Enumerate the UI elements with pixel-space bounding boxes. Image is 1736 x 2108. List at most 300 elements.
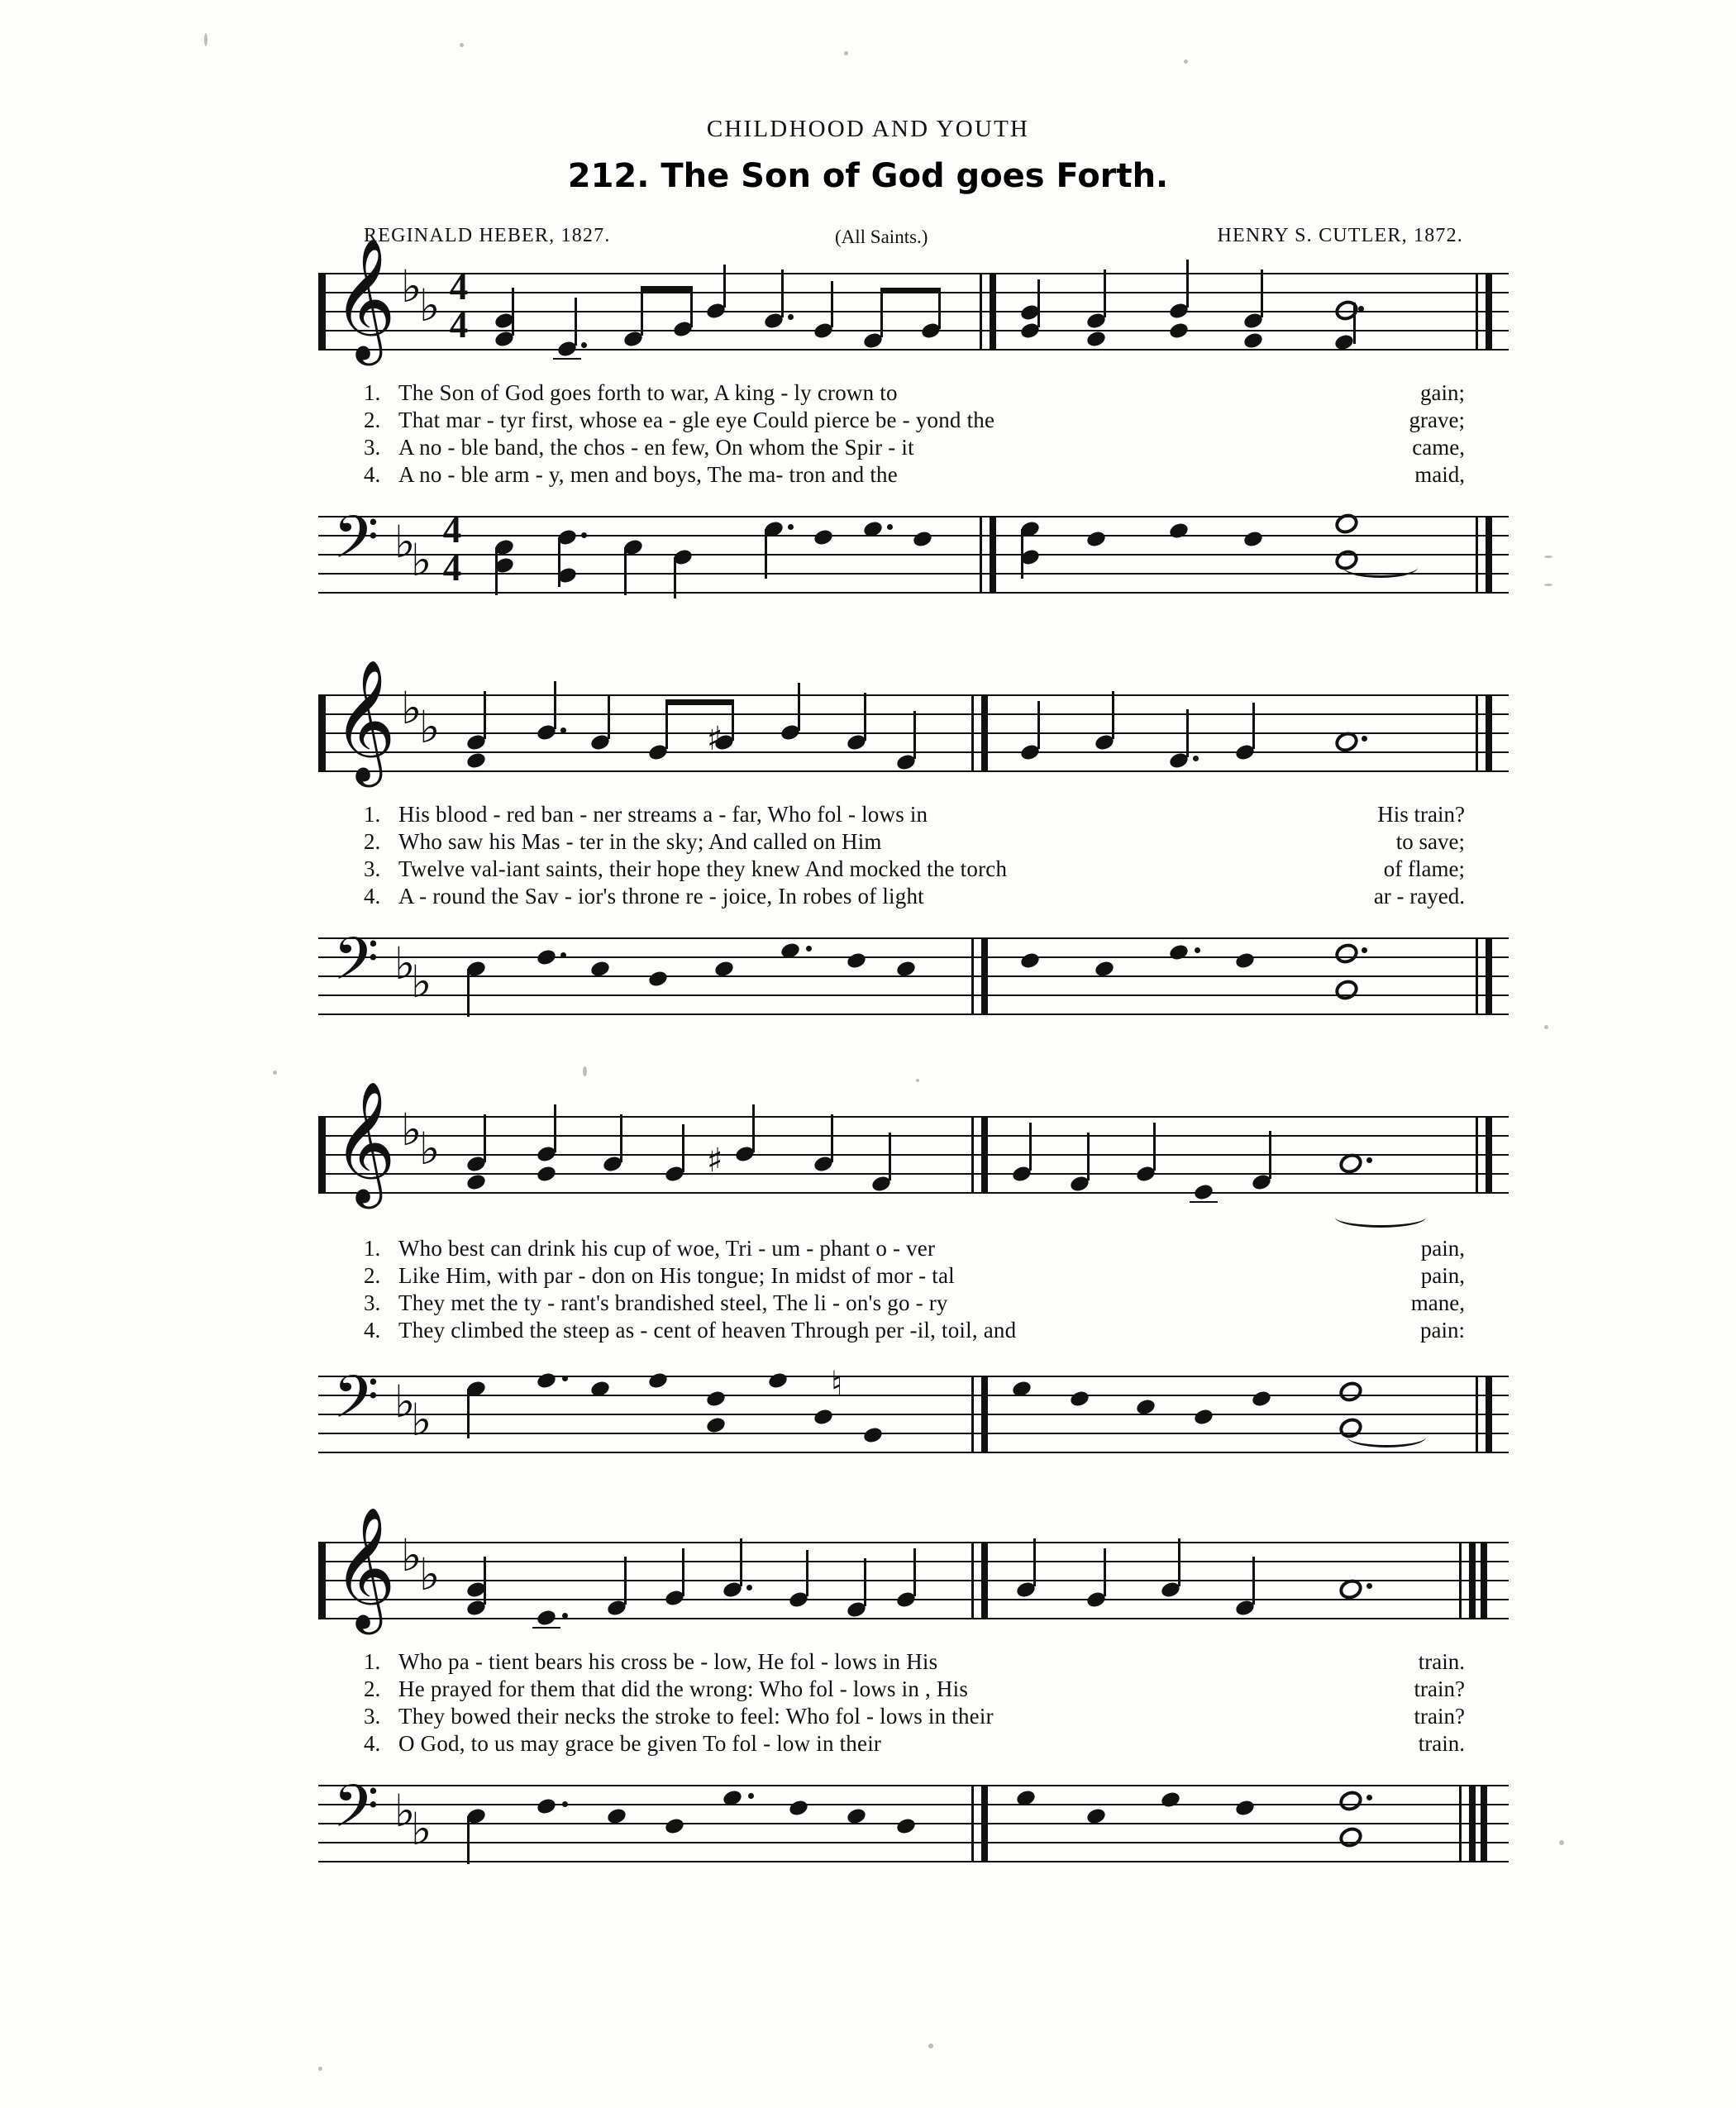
note-stem	[913, 1548, 916, 1596]
note-head	[1168, 521, 1190, 540]
note-head	[846, 951, 867, 970]
beam	[665, 699, 732, 705]
bass-staff-4	[318, 1772, 1509, 1874]
verse-number: 4.	[364, 462, 381, 487]
note-stem	[1104, 269, 1106, 317]
note-stem	[1186, 260, 1189, 308]
lyric-line	[364, 1236, 1480, 1263]
note-stem	[467, 969, 470, 1017]
flat-icon: ♭	[411, 1394, 432, 1446]
treble-clef-icon: 𝄞	[333, 1080, 396, 1204]
verse-text: O God, to us may grace be given To fol - low in their	[398, 1731, 882, 1756]
staff-line	[318, 1804, 1509, 1805]
augmentation-dot	[562, 1376, 568, 1381]
note-stem	[1112, 691, 1114, 739]
staff-line	[318, 1395, 1509, 1396]
staff-line	[318, 1861, 1509, 1862]
staff-line	[318, 349, 1509, 351]
verse-number: 4.	[364, 884, 381, 909]
treble-staff-4	[318, 1506, 1509, 1631]
verse-number: 3.	[364, 1704, 381, 1729]
note-head	[912, 529, 933, 548]
note-head	[1019, 951, 1041, 970]
staff-line	[318, 1116, 1509, 1118]
final-barline	[1481, 1542, 1487, 1619]
note-stem	[740, 1538, 742, 1586]
treble-clef-icon: 𝄞	[333, 659, 396, 782]
note-head	[1168, 321, 1190, 340]
barline	[971, 1376, 974, 1453]
verse-tail: His train?	[1377, 802, 1465, 827]
barline	[1476, 1376, 1478, 1453]
barline	[1486, 937, 1492, 1015]
augmentation-dot	[581, 342, 587, 348]
scan-speck	[928, 2044, 933, 2048]
lyric-line	[364, 1318, 1480, 1345]
note-head	[1160, 1790, 1181, 1809]
verse-number: 4.	[364, 1318, 381, 1343]
flat-icon: ♭	[411, 534, 432, 586]
staff-line	[318, 994, 1509, 996]
bass-clef-icon: 𝄢	[333, 1363, 379, 1446]
augmentation-dot	[581, 532, 587, 538]
note-head	[1251, 1389, 1272, 1408]
note-head	[813, 1407, 834, 1426]
note-stem	[641, 288, 643, 336]
augmentation-dot	[806, 946, 812, 951]
ledger-line	[1190, 1201, 1218, 1203]
lyrics-system-3	[364, 1236, 1480, 1345]
staff-line	[318, 1842, 1509, 1843]
note-stem	[1269, 1131, 1271, 1179]
staff-line	[318, 311, 1509, 312]
barline	[981, 1116, 988, 1194]
music-system-3	[318, 1080, 1509, 1465]
barline	[971, 1116, 974, 1194]
note-stem	[620, 1114, 622, 1162]
note-head	[1234, 951, 1256, 970]
verse-tail: of flame;	[1383, 856, 1465, 881]
barline	[980, 273, 982, 351]
barline	[1486, 1376, 1492, 1453]
verse-text: Twelve val-iant saints, their hope they knew And mocked the torch	[398, 856, 1008, 881]
note-head	[1069, 1389, 1090, 1408]
scan-speck	[844, 51, 848, 55]
note-stem	[1033, 1538, 1036, 1586]
note-stem	[880, 289, 883, 337]
note-head-open	[1337, 1379, 1366, 1405]
note-stem	[1104, 1548, 1106, 1596]
note-head-open	[1333, 298, 1362, 324]
verse-tail: gain;	[1420, 380, 1465, 405]
note-head	[465, 1172, 487, 1191]
lyric-line	[364, 380, 1480, 408]
verse-number: 2.	[364, 1263, 381, 1288]
note-stem	[624, 1557, 627, 1605]
note-head	[1085, 529, 1107, 548]
treble-staff-2	[318, 659, 1509, 784]
staff-line	[318, 1542, 1509, 1543]
lyrics-system-4	[364, 1649, 1480, 1758]
note-head	[664, 1816, 685, 1835]
verse-number: 1.	[364, 380, 381, 405]
note-head-open	[1337, 1824, 1366, 1851]
note-head	[536, 1371, 557, 1390]
barline	[971, 694, 974, 772]
verse-text: The Son of God goes forth to war, A king - ly crown to	[398, 380, 898, 405]
note-head-open	[1333, 941, 1362, 967]
staff-line	[318, 1154, 1509, 1156]
slur	[1343, 557, 1418, 578]
note-stem	[467, 1816, 470, 1864]
staff-line	[318, 1452, 1509, 1453]
flat-icon: ♭	[419, 701, 441, 753]
lyric-line	[364, 435, 1480, 462]
flat-icon: ♭	[401, 682, 422, 734]
augmentation-dot	[1366, 1583, 1372, 1589]
lyric-line	[364, 1263, 1480, 1290]
note-stem	[1037, 279, 1040, 327]
barline	[1459, 1542, 1462, 1619]
note-head	[1242, 331, 1264, 350]
note-head	[813, 527, 834, 546]
staff-line	[318, 770, 1509, 772]
note-head-open	[1333, 977, 1362, 1004]
note-stem	[1186, 709, 1189, 757]
note-head	[1168, 942, 1190, 961]
barline	[981, 1376, 988, 1453]
beam	[880, 288, 938, 293]
lyric-line	[364, 408, 1480, 435]
verse-text: That mar - tyr first, whose ea - gle eye Could pierce be - yond the	[398, 408, 995, 432]
note-head	[1193, 1182, 1214, 1201]
tune-note: (All Saints.)	[835, 227, 928, 247]
staff-line	[318, 1376, 1509, 1377]
note-stem	[1252, 703, 1255, 749]
barline	[1476, 273, 1478, 351]
flat-icon: ♭	[394, 516, 416, 568]
note-head	[767, 1371, 789, 1390]
verse-tail: mane,	[1410, 1290, 1465, 1315]
note-head	[788, 1798, 809, 1817]
note-stem	[798, 683, 800, 731]
scan-speck	[1544, 1025, 1548, 1029]
barline	[981, 694, 988, 772]
note-stem	[467, 1389, 470, 1438]
note-head	[1193, 1407, 1214, 1426]
lyric-line	[364, 1290, 1480, 1318]
lyric-line	[364, 1731, 1480, 1758]
augmentation-dot	[560, 952, 566, 958]
augmentation-dot	[1362, 736, 1367, 742]
lyric-line	[364, 802, 1480, 829]
staff-line	[318, 694, 1509, 696]
bass-staff-1	[318, 503, 1509, 605]
note-stem	[889, 1133, 891, 1180]
flat-icon: ♭	[419, 279, 441, 331]
slur	[1347, 1427, 1426, 1447]
note-head	[1234, 1798, 1256, 1817]
lyric-line	[364, 1649, 1480, 1676]
note-stem	[484, 691, 486, 739]
barline	[1476, 937, 1478, 1015]
verse-number: 3.	[364, 1290, 381, 1315]
augmentation-dot	[560, 727, 566, 733]
verse-text: They climbed the steep as - cent of heaven Through per -il, toil, and	[398, 1318, 1017, 1343]
augmentation-dot	[562, 1801, 568, 1807]
staff-line	[318, 1414, 1509, 1415]
augmentation-dot	[1366, 1795, 1372, 1800]
augmentation-dot	[746, 1585, 752, 1591]
lyrics-system-2	[364, 802, 1480, 911]
staff-line	[318, 273, 1509, 274]
time-signature-bottom: 4	[449, 304, 469, 346]
barline	[1486, 1116, 1492, 1194]
barline	[1486, 516, 1492, 594]
scan-speck	[1544, 584, 1552, 586]
verse-number: 1.	[364, 802, 381, 827]
composer-credit: HENRY S. CUTLER, 1872.	[1217, 225, 1463, 246]
note-head	[895, 1816, 917, 1835]
scan-speck	[1544, 556, 1552, 558]
note-stem	[1252, 1557, 1255, 1605]
augmentation-dot	[1358, 306, 1364, 312]
barline	[971, 937, 974, 1015]
augmentation-dot	[788, 524, 794, 530]
staff-line	[318, 1013, 1509, 1015]
scan-speck	[460, 43, 464, 47]
note-head	[862, 1425, 884, 1444]
bass-staff-2	[318, 925, 1509, 1027]
verse-tail: grave;	[1409, 408, 1465, 432]
note-head	[705, 1389, 727, 1408]
flat-icon: ♭	[411, 1803, 432, 1855]
verse-text: He prayed for them that did the wrong: Who fol - lows in , His	[398, 1676, 969, 1701]
flat-icon: ♭	[394, 1785, 416, 1837]
time-signature-top: 4	[442, 509, 462, 551]
author-credit: REGINALD HEBER, 1827.	[364, 225, 611, 246]
flat-icon: ♭	[411, 956, 432, 1008]
note-stem	[1029, 1123, 1032, 1171]
barline	[980, 516, 982, 594]
verse-tail: train?	[1414, 1704, 1465, 1729]
beam	[641, 286, 690, 292]
note-stem	[781, 269, 784, 317]
note-stem	[864, 1558, 866, 1606]
note-stem	[1153, 1123, 1156, 1171]
note-stem	[1087, 1133, 1090, 1180]
barline	[981, 1542, 988, 1619]
verse-number: 1.	[364, 1236, 381, 1261]
note-head	[536, 1608, 557, 1627]
final-barline	[1469, 1785, 1476, 1862]
verse-text: Like Him, with par - don on His tongue; In midst of mor - tal	[398, 1263, 955, 1288]
lyric-line	[364, 1704, 1480, 1731]
note-stem	[806, 1550, 808, 1596]
barline	[1459, 1785, 1462, 1862]
note-stem	[554, 1104, 556, 1152]
note-stem	[1037, 701, 1040, 749]
section-heading: CHILDHOOD AND YOUTH	[706, 116, 1030, 142]
natural-icon: ♮	[831, 1365, 843, 1403]
time-signature-top: 4	[449, 266, 469, 308]
staff-line	[318, 1433, 1509, 1434]
scan-speck	[916, 1079, 919, 1082]
verse-tail: pain,	[1420, 1263, 1465, 1288]
flat-icon: ♭	[419, 1123, 441, 1175]
note-stem	[682, 1548, 684, 1596]
verse-tail: ar - rayed.	[1373, 884, 1465, 909]
note-stem	[554, 681, 556, 729]
note-stem	[1261, 269, 1263, 317]
flat-icon: ♭	[401, 1529, 422, 1581]
bass-clef-icon: 𝄢	[333, 925, 379, 1008]
bass-clef-icon: 𝄢	[333, 503, 379, 586]
staff-line	[318, 937, 1509, 939]
verse-number: 3.	[364, 856, 381, 881]
note-stem	[1178, 1538, 1180, 1586]
note-stem	[864, 693, 866, 741]
verse-text: Who pa - tient bears his cross be - low, He fol - lows in His	[398, 1649, 938, 1674]
page-title: 212. The Son of God goes Forth.	[567, 157, 1169, 195]
scan-speck	[318, 2067, 322, 2071]
lyric-line	[364, 856, 1480, 884]
note-head	[465, 751, 487, 770]
final-barline	[1481, 1785, 1487, 1862]
staff-line	[318, 956, 1509, 958]
scan-speck	[204, 33, 207, 46]
note-stem	[674, 557, 676, 599]
augmentation-dot	[1193, 756, 1199, 761]
note-stem	[732, 699, 734, 741]
verse-number: 3.	[364, 435, 381, 460]
note-stem	[575, 298, 577, 346]
note-head	[1085, 329, 1107, 348]
note-stem	[512, 288, 514, 336]
lyrics-system-1	[364, 380, 1480, 489]
lyric-line	[364, 462, 1480, 489]
note-head	[536, 1164, 557, 1183]
note-stem	[938, 288, 941, 329]
barline	[990, 273, 996, 351]
augmentation-dot	[748, 1793, 754, 1799]
treble-staff-3	[318, 1080, 1509, 1205]
note-stem	[624, 547, 627, 595]
barline	[981, 1785, 988, 1862]
note-stem	[608, 694, 610, 739]
treble-clef-icon: 𝄞	[333, 237, 396, 360]
note-stem	[723, 265, 726, 308]
verse-tail: pain:	[1420, 1318, 1465, 1343]
music-system-4	[318, 1506, 1509, 1874]
note-stem	[831, 281, 833, 327]
scan-speck	[1559, 1840, 1564, 1845]
ledger-line	[532, 1627, 560, 1629]
augmentation-dot	[1195, 947, 1200, 953]
verse-text: They bowed their necks the stroke to feel: Who fol - lows in their	[398, 1704, 994, 1729]
verse-tail: maid,	[1414, 462, 1465, 487]
verse-number: 2.	[364, 408, 381, 432]
verse-number: 1.	[364, 1649, 381, 1674]
scan-speck	[1184, 60, 1188, 64]
flat-icon: ♭	[394, 937, 416, 990]
barline	[981, 937, 988, 1015]
note-head	[647, 1371, 669, 1390]
music-system-2	[318, 659, 1509, 1027]
note-stem	[690, 286, 693, 327]
note-stem	[1353, 303, 1356, 344]
barline	[1476, 1116, 1478, 1194]
verse-tail: to save;	[1395, 829, 1465, 854]
staff-line	[318, 1785, 1509, 1786]
note-stem	[913, 711, 916, 759]
slur	[1335, 1207, 1426, 1228]
note-stem	[831, 1114, 833, 1162]
note-head	[1242, 529, 1264, 548]
ledger-line	[553, 358, 581, 360]
sharp-icon: ♯	[707, 720, 723, 758]
note-head	[536, 1796, 557, 1815]
lyric-line	[364, 1676, 1480, 1704]
time-signature-bottom: 4	[442, 547, 462, 589]
note-stem	[765, 529, 767, 579]
verse-tail: train?	[1414, 1676, 1465, 1701]
verse-number: 2.	[364, 829, 381, 854]
verse-text: They met the ty - rant's brandished steel, The li - on's go - ry	[398, 1290, 948, 1315]
augmentation-dot	[788, 314, 794, 320]
barline	[971, 1785, 974, 1862]
barline	[1486, 694, 1492, 772]
treble-clef-icon: 𝄞	[333, 1506, 396, 1629]
note-head	[536, 947, 557, 966]
verse-tail: pain,	[1420, 1236, 1465, 1261]
verse-tail: train.	[1418, 1649, 1465, 1674]
augmentation-dot	[562, 1613, 568, 1619]
note-head-open	[1337, 1788, 1366, 1815]
staff-line	[318, 330, 1509, 331]
staff-line	[318, 1618, 1509, 1619]
staff-line	[318, 1173, 1509, 1175]
verse-text: A no - ble band, the chos - en few, On whom the Spir - it	[398, 435, 914, 460]
flat-icon: ♭	[419, 1548, 441, 1600]
lyric-line	[364, 829, 1480, 856]
bass-clef-icon: 𝄢	[333, 1772, 379, 1855]
flat-icon: ♭	[401, 260, 422, 312]
note-stem	[752, 1104, 755, 1152]
staff-line	[318, 535, 1509, 537]
bass-staff-3	[318, 1363, 1509, 1465]
flat-icon: ♭	[401, 1104, 422, 1156]
final-barline	[1469, 1542, 1476, 1619]
note-stem	[682, 1124, 684, 1172]
barline	[1486, 273, 1492, 351]
verse-number: 4.	[364, 1731, 381, 1756]
barline	[990, 516, 996, 594]
verse-tail: came,	[1412, 435, 1465, 460]
note-stem	[665, 701, 668, 749]
lyric-line	[364, 884, 1480, 911]
note-stem	[484, 1557, 486, 1605]
scan-speck	[273, 1071, 277, 1075]
barline	[1476, 694, 1478, 772]
note-head	[647, 969, 669, 988]
verse-text: Who best can drink his cup of woe, Tri - um - phant o - ver	[398, 1236, 936, 1261]
note-stem	[484, 1114, 486, 1162]
barline	[1476, 516, 1478, 594]
staff-line	[318, 516, 1509, 517]
verse-number: 2.	[364, 1676, 381, 1701]
staff-line	[318, 1135, 1509, 1137]
